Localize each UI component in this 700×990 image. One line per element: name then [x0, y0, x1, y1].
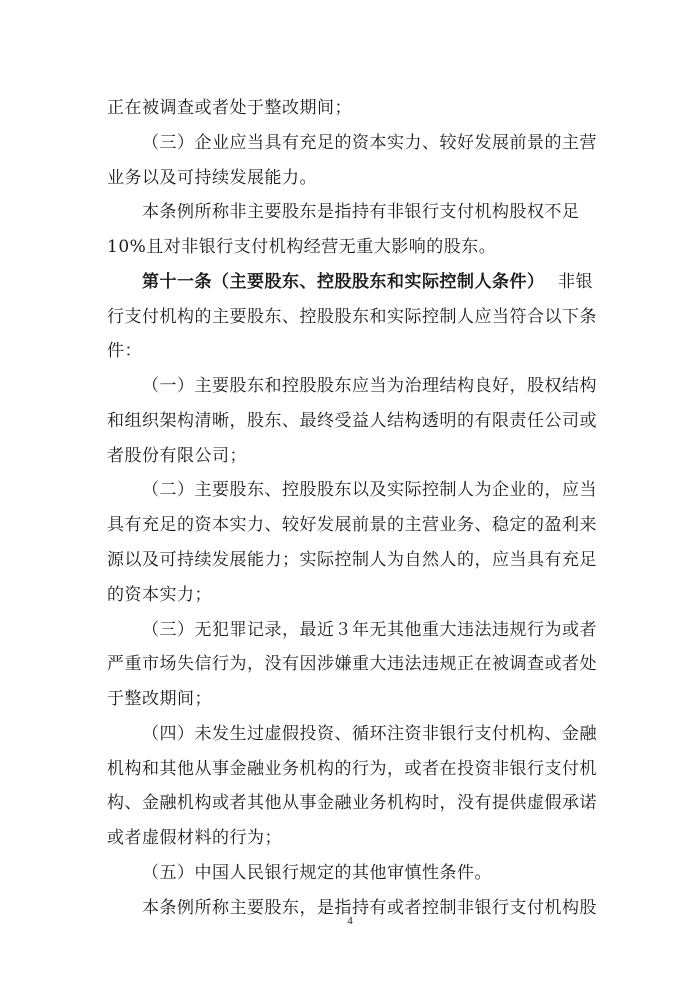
text-line: （一）主要股东和控股股东应当为治理结构良好，股权结构	[142, 376, 597, 396]
text-line: 构、金融机构或者其他从事金融业务机构时，没有提供虚假承诺	[107, 793, 597, 813]
text-line: 者股份有限公司；	[107, 446, 247, 466]
text-line: 和组织架构清晰，股东、最终受益人结构透明的有限责任公司或	[107, 411, 597, 431]
text-line: 于整改期间；	[107, 689, 212, 709]
text-line: 非银	[558, 272, 593, 292]
text-line: 源以及可持续发展能力；实际控制人为自然人的，应当具有充足	[107, 550, 597, 570]
text-line: 的资本实力；	[107, 585, 212, 605]
text-line: 或者虚假材料的行为；	[107, 828, 282, 848]
text-line: （五）中国人民银行规定的其他审慎性条件。	[142, 863, 492, 883]
text-line: （三）无犯罪记录，最近３年无其他重大违法违规行为或者	[142, 620, 597, 640]
page-number: 4	[347, 915, 353, 927]
text-line: （二）主要股东、控股股东以及实际控制人为企业的，应当	[142, 480, 597, 500]
text-line: 本条例所称非主要股东是指持有非银行支付机构股权不足	[142, 202, 580, 222]
text-line: 正在被调查或者处于整改期间；	[107, 98, 352, 118]
text-line: 严重市场失信行为，没有因涉嫌重大违法违规正在被调查或者处	[107, 654, 597, 674]
text-line: 行支付机构的主要股东、控股股东和实际控制人应当符合以下条	[107, 307, 597, 327]
text-line: （四）未发生过虚假投资、循环注资非银行支付机构、金融	[142, 724, 597, 744]
text-line: 件：	[107, 341, 142, 361]
text-line: 机构和其他从事金融业务机构的行为，或者在投资非银行支付机	[107, 759, 597, 779]
text-line: 10%且对非银行支付机构经营无重大影响的股东。	[107, 237, 497, 257]
article-heading: 第十一条（主要股东、控股股东和实际控制人条件）	[142, 272, 545, 292]
text-line: （三）企业应当具有充足的资本实力、较好发展前景的主营	[142, 133, 597, 153]
text-line: 业务以及可持续发展能力。	[107, 168, 317, 188]
text-line: 本条例所称主要股东，是指持有或者控制非银行支付机构股	[142, 898, 597, 918]
text-line: 具有充足的资本实力、较好发展前景的主营业务、稳定的盈利来	[107, 515, 597, 535]
